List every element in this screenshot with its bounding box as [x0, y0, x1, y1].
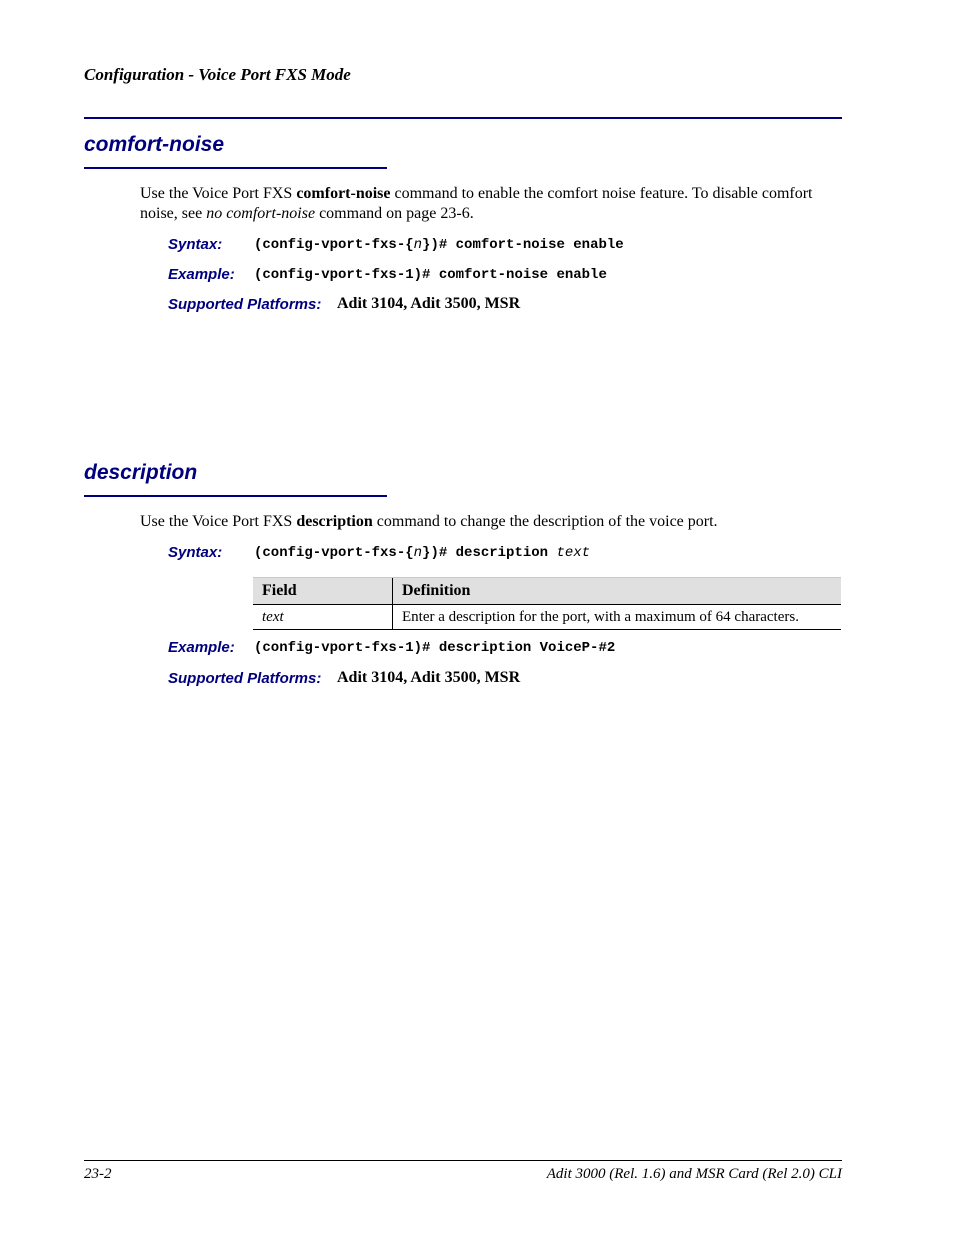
syntax-code [254, 545, 590, 561]
syntax-variable: n [413, 545, 423, 561]
section-title-comfort-noise: comfort-noise [84, 133, 225, 156]
intro-text: command on page 23-6. [315, 205, 474, 222]
field-definition-table [253, 577, 841, 630]
intro-text: command to enable the comfort noise feature. To disable comfort noise, see [140, 185, 813, 222]
page-number: 23-2 [84, 1166, 112, 1182]
syntax-part: (config-vport-fxs-{ [254, 237, 414, 253]
syntax-part: })# description [422, 545, 557, 561]
description-intro [140, 512, 840, 532]
example-label: Example: [168, 266, 235, 283]
footer-doc-title: Adit 3000 (Rel. 1.6) and MSR Card (Rel 2.0) CLI [546, 1166, 842, 1182]
column-header-definition: Definition [393, 578, 842, 605]
platforms-label: Supported Platforms: [168, 670, 322, 687]
cross-reference: no comfort-noise [206, 205, 316, 222]
syntax-part: })# comfort-noise enable [422, 237, 624, 253]
platforms-value: Adit 3104, Adit 3500, MSR [337, 669, 521, 686]
example-code: (config-vport-fxs-1)# comfort-noise enable [254, 267, 607, 283]
example-label: Example: [168, 639, 235, 656]
definition-cell: Enter a description for the port, with a maximum of 64 characters. [393, 605, 842, 630]
example-code: (config-vport-fxs-1)# description VoiceP-#2 [254, 640, 616, 656]
syntax-label: Syntax: [168, 544, 223, 561]
command-name: comfort-noise [296, 185, 391, 202]
syntax-argument: text [556, 545, 591, 561]
header-rule [84, 117, 842, 119]
platforms-label: Supported Platforms: [168, 296, 322, 313]
section-rule [84, 495, 387, 497]
section-title-description: description [84, 461, 198, 484]
syntax-variable: n [413, 237, 423, 253]
footer-rule [84, 1160, 842, 1161]
table-header-row [253, 578, 841, 605]
running-header: Configuration - Voice Port FXS Mode [84, 65, 351, 84]
section-rule [84, 167, 387, 169]
table-row [253, 605, 841, 630]
field-cell: text [253, 605, 393, 630]
intro-text: command to change the description of the voice port. [372, 513, 718, 530]
command-name: description [296, 513, 373, 530]
intro-text: Use the Voice Port FXS [140, 513, 297, 530]
syntax-label: Syntax: [168, 236, 223, 253]
platforms-value: Adit 3104, Adit 3500, MSR [337, 295, 521, 312]
column-header-field: Field [253, 578, 393, 605]
intro-text: Use the Voice Port FXS [140, 185, 297, 202]
comfort-noise-intro [140, 184, 840, 224]
syntax-code [254, 237, 624, 253]
syntax-part: (config-vport-fxs-{ [254, 545, 414, 561]
